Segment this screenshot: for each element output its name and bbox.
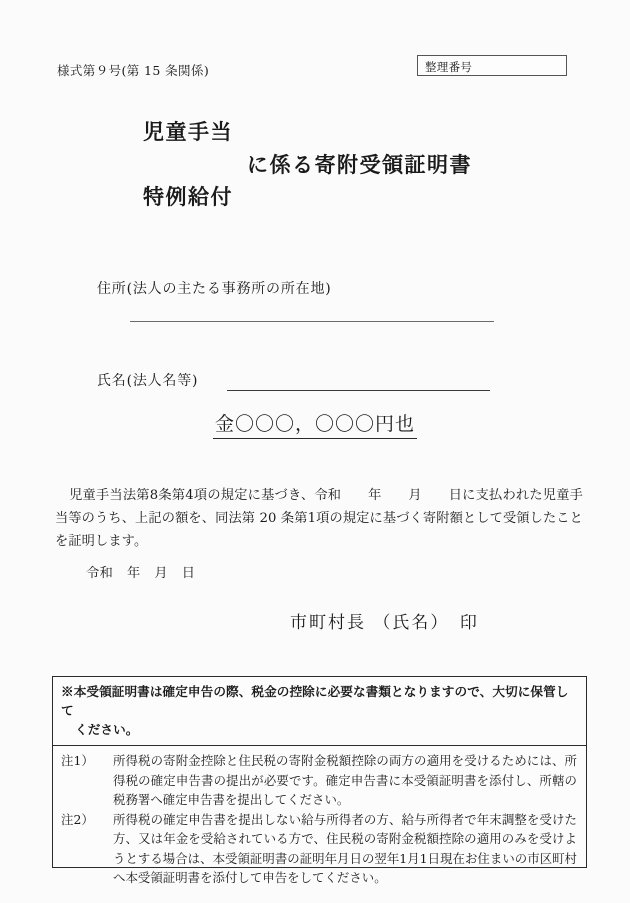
title-benefit-line-1: 児童手当 bbox=[143, 119, 233, 144]
note-marker: 注2） bbox=[61, 811, 94, 827]
reference-number-box[interactable] bbox=[417, 55, 567, 76]
certification-date-line: 令和 年 月 日 bbox=[86, 566, 196, 581]
notes-box bbox=[52, 676, 587, 885]
address-field-label: 住所(法人の主たる事務所の所在地) bbox=[97, 281, 332, 297]
notes-header bbox=[53, 677, 586, 746]
name-field-label: 氏名(法人名等) bbox=[97, 373, 199, 389]
notes-header-text: ※本受領証明書は確定申告の際、税金の控除に必要な書類となりますので、大切に保管して bbox=[61, 684, 569, 718]
amount-row bbox=[0, 409, 630, 436]
note-item bbox=[61, 751, 577, 810]
signer-line: 市町村長 （氏名） 印 bbox=[290, 613, 479, 633]
note-text: 所得税の寄附金控除と住民税の寄附金税額控除の両方の適用を受けるためには、所得税の確定申告書の提出が必要です。確定申告書に本受領証明書を添付し、所轄の税務署へ確定申告書を提出してください。 bbox=[113, 753, 577, 807]
reference-number-label: 整理番号 bbox=[425, 60, 473, 74]
title-benefit-line-2: 特例給付 bbox=[143, 184, 233, 209]
amount-value: 金〇〇〇，〇〇〇円也 bbox=[213, 413, 417, 439]
certification-body-text bbox=[55, 484, 583, 553]
address-write-line[interactable] bbox=[130, 321, 494, 322]
document-title bbox=[0, 116, 630, 216]
certification-body-sentence: 児童手当法第8条第4項の規定に基づき、令和 年 月 日に支払われた児童手当等のうち、上記の額を、同法第 20 条第1項の規定に基づく寄附額として受領したことを証明します。 bbox=[55, 488, 583, 549]
note-item bbox=[61, 810, 577, 888]
form-code-label: 様式第９号(第 15 条関係) bbox=[57, 63, 210, 78]
notes-list bbox=[53, 746, 586, 892]
notes-header-continuation: ください。 bbox=[75, 722, 139, 737]
note-marker: 注1） bbox=[61, 753, 94, 768]
title-main-text: に係る寄附受領証明書 bbox=[247, 152, 472, 177]
note-text: 所得税の確定申告書を提出しない給与所得者の方、給与所得者で年末調整を受けた方、又は年金を受給されている方で、住民税の寄附金税額控除の適用のみを受けようとする場合は、本受領証明書の証明年月日の翌年1月1日現在お住まいの市区町村へ本受領証明書を添付して申告をしてください。 bbox=[113, 811, 577, 885]
name-write-line[interactable] bbox=[227, 390, 490, 391]
